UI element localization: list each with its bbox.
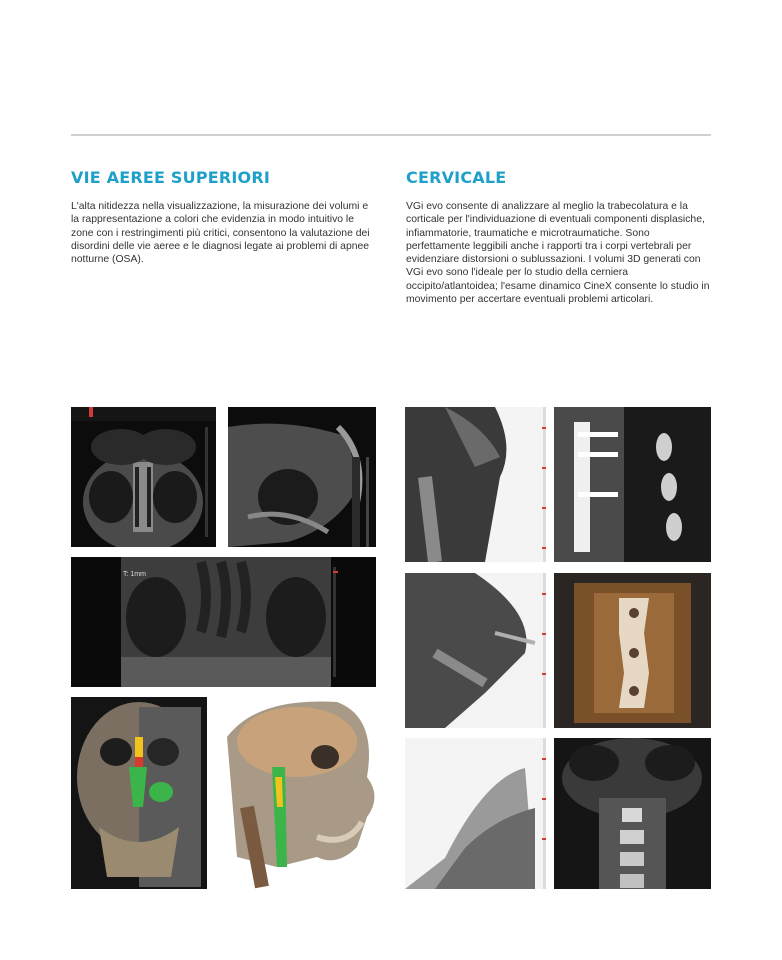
ct-sagittal-airway-image [228, 407, 376, 547]
3d-skull-lateral-airway-image [217, 697, 382, 889]
ct-coronal-sinus-image [71, 407, 216, 547]
slice-thickness-label: T: 1mm [123, 571, 146, 578]
xray-cinex-frame-1-image [405, 407, 546, 562]
top-divider [71, 134, 711, 136]
3d-cervical-spine-plate-image [554, 573, 711, 728]
3d-skull-frontal-airway-image [71, 697, 207, 889]
ct-panoramic-sinus-image [71, 557, 376, 687]
xray-cinex-frame-2-image [405, 573, 546, 728]
section-text-airways: L'alta nitidezza nella visualizzazione, la misurazione dei volumi e la rappresentazione a colori che evidenzia in modo intuitivo le zone con i restringimenti più critici, consentono la valutazione dei disordini delle vie aeree e le diagnosi legate ai problemi di apnee notturne (OSA). [71, 201, 370, 266]
section-title-cervical: CERVICALE [406, 168, 507, 187]
xray-cinex-frame-3-image [405, 738, 546, 889]
ct-sagittal-spine-implant-image [554, 407, 711, 562]
ct-coronal-cervical-spine-image [554, 738, 711, 889]
section-text-cervical: VGi evo consente di analizzare al meglio la trabecolatura e la corticale per l'individuazione di eventuali componenti displasiche, infiammatorie, traumatiche e microtraumatiche. Sono perfettamente leggibili anche i rapporti tra i corpi vertebrali per evidenziare distorsioni o sublussazioni. I volumi 3D generati con VGi evo sono l'ideale per lo studio della cerniera occipito/atlantoidea; l'esame dinamico CineX consente lo studio in movimento per accertare eventuali problemi articolari. [406, 201, 710, 306]
section-title-airways: VIE AEREE SUPERIORI [71, 168, 271, 187]
